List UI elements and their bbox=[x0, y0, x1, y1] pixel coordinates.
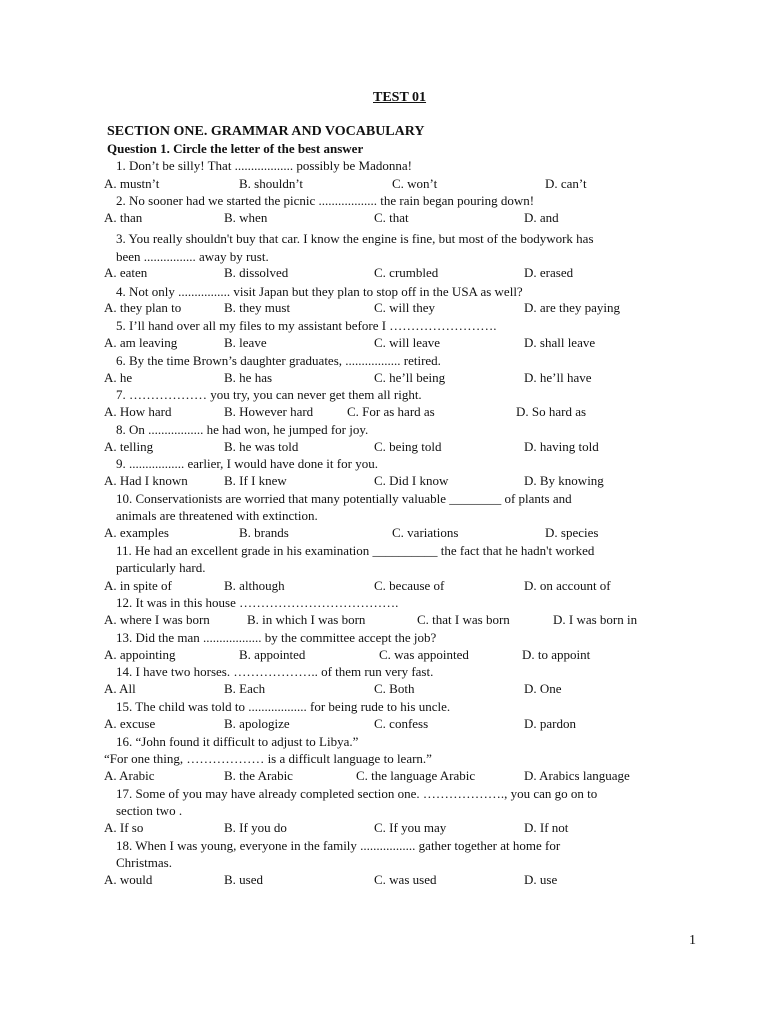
question-6-option-a: A. he bbox=[104, 370, 133, 385]
question-10-stem-line: animals are threatened with extinction. bbox=[116, 508, 318, 523]
question-5-option-a: A. am leaving bbox=[104, 335, 178, 350]
question-12-option-a: A. where I was born bbox=[104, 612, 210, 627]
question-2-option-d: D. and bbox=[524, 210, 559, 225]
question-18-option-b: B. used bbox=[224, 872, 263, 887]
question-9-option-b: B. If I knew bbox=[224, 473, 287, 488]
question-6-option-b: B. he has bbox=[224, 370, 273, 385]
test-title: TEST 01 bbox=[373, 90, 427, 105]
question-15-option-b: B. apologize bbox=[224, 716, 290, 731]
question-6-stem-line: 6. By the time Brown’s daughter graduates, ................. retired. bbox=[116, 353, 441, 368]
question-3-stem-line: 3. You really shouldn't buy that car. I know the engine is fine, but most of the bodywork has bbox=[116, 231, 594, 246]
question-18-option-c: C. was used bbox=[374, 872, 437, 887]
question-2-stem-line: 2. No sooner had we started the picnic .................. the rain began pouring down! bbox=[116, 193, 535, 208]
question-18-stem-line: 18. When I was young, everyone in the family ................. gather together at home for bbox=[116, 838, 561, 853]
question-5-option-c: C. will leave bbox=[374, 335, 441, 350]
question-16-stem-line: “For one thing, ……………… is a difficult language to learn.” bbox=[104, 751, 432, 766]
question-9-stem-line: 9. ................. earlier, I would have done it for you. bbox=[116, 456, 378, 471]
question-10-option-a: A. examples bbox=[104, 525, 169, 540]
question-12-option-d: D. I was born in bbox=[553, 612, 638, 627]
question-1-option-d: D. can’t bbox=[545, 176, 587, 191]
question-17-option-a: A. If so bbox=[104, 820, 144, 835]
question-5-option-d: D. shall leave bbox=[524, 335, 596, 350]
question-17-option-d: D. If not bbox=[524, 820, 569, 835]
question-13-stem-line: 13. Did the man .................. by the committee accept the job? bbox=[116, 630, 437, 645]
question-4-option-c: C. will they bbox=[374, 300, 436, 315]
question-15-stem-line: 15. The child was told to .................. for being rude to his uncle. bbox=[116, 699, 451, 714]
question-18-option-a: A. would bbox=[104, 872, 153, 887]
question-9-option-a: A. Had I known bbox=[104, 473, 188, 488]
question-3-option-a: A. eaten bbox=[104, 265, 148, 280]
page-number: 1 bbox=[689, 933, 696, 948]
question-4-option-d: D. are they paying bbox=[524, 300, 621, 315]
question-1-option-c: C. won’t bbox=[392, 176, 438, 191]
question-11-stem-line: 11. He had an excellent grade in his examination __________ the fact that he hadn't worked bbox=[116, 543, 595, 558]
question-17-stem-line: section two . bbox=[116, 803, 183, 818]
question-7-option-b: B. However hard bbox=[224, 404, 314, 419]
question-2-option-c: C. that bbox=[374, 210, 409, 225]
question-15-option-c: C. confess bbox=[374, 716, 429, 731]
question-14-option-d: D. One bbox=[524, 681, 562, 696]
question-3-stem-line: been ................ away by rust. bbox=[116, 249, 269, 264]
question-7-stem-line: 7. ……………… you try, you can never get them all right. bbox=[116, 387, 422, 402]
question-4-stem-line: 4. Not only ................ visit Japan but they plan to stop off in the USA as well? bbox=[116, 284, 523, 299]
question-5-stem-line: 5. I’ll hand over all my files to my assistant before I ……………………. bbox=[116, 318, 497, 333]
question-heading: Question 1. Circle the letter of the best answer bbox=[107, 141, 364, 156]
question-2-option-a: A. than bbox=[104, 210, 143, 225]
question-11-option-b: B. although bbox=[224, 578, 285, 593]
question-6-option-c: C. he’ll being bbox=[374, 370, 446, 385]
question-5-option-b: B. leave bbox=[224, 335, 267, 350]
question-1-option-b: B. shouldn’t bbox=[239, 176, 304, 191]
question-14-option-b: B. Each bbox=[224, 681, 266, 696]
question-3-option-c: C. crumbled bbox=[374, 265, 439, 280]
question-8-option-b: B. he was told bbox=[224, 439, 299, 454]
question-13-option-d: D. to appoint bbox=[522, 647, 591, 662]
question-8-stem-line: 8. On ................. he had won, he jumped for joy. bbox=[116, 422, 369, 437]
question-10-option-c: C. variations bbox=[392, 525, 459, 540]
section-title: SECTION ONE. GRAMMAR AND VOCABULARY bbox=[107, 124, 425, 139]
question-7-option-a: A. How hard bbox=[104, 404, 172, 419]
question-6-option-d: D. he’ll have bbox=[524, 370, 592, 385]
question-2-option-b: B. when bbox=[224, 210, 268, 225]
question-16-option-c: C. the language Arabic bbox=[356, 768, 476, 783]
question-18-option-d: D. use bbox=[524, 872, 558, 887]
question-8-option-a: A. telling bbox=[104, 439, 154, 454]
question-14-option-a: A. All bbox=[104, 681, 136, 696]
question-4-option-b: B. they must bbox=[224, 300, 291, 315]
question-16-stem-line: 16. “John found it difficult to adjust to Libya.” bbox=[116, 734, 359, 749]
question-11-option-a: A. in spite of bbox=[104, 578, 172, 593]
question-17-stem-line: 17. Some of you may have already completed section one. ………………., you can go on to bbox=[116, 786, 598, 801]
question-10-stem-line: 10. Conservationists are worried that many potentially valuable ________ of plants and bbox=[116, 491, 572, 506]
question-16-option-a: A. Arabic bbox=[104, 768, 155, 783]
question-15-option-a: A. excuse bbox=[104, 716, 156, 731]
question-9-option-d: D. By knowing bbox=[524, 473, 604, 488]
question-10-option-b: B. brands bbox=[239, 525, 289, 540]
question-3-option-b: B. dissolved bbox=[224, 265, 289, 280]
question-11-stem-line: particularly hard. bbox=[116, 560, 206, 575]
question-16-option-b: B. the Arabic bbox=[224, 768, 293, 783]
question-13-option-c: C. was appointed bbox=[379, 647, 469, 662]
question-8-option-d: D. having told bbox=[524, 439, 599, 454]
question-12-stem-line: 12. It was in this house ………………………………. bbox=[116, 595, 399, 610]
question-18-stem-line: Christmas. bbox=[116, 855, 172, 870]
question-4-option-a: A. they plan to bbox=[104, 300, 182, 315]
question-9-option-c: C. Did I know bbox=[374, 473, 449, 488]
question-10-option-d: D. species bbox=[545, 525, 599, 540]
question-12-option-c: C. that I was born bbox=[417, 612, 510, 627]
question-7-option-c: C. For as hard as bbox=[347, 404, 435, 419]
question-17-option-c: C. If you may bbox=[374, 820, 447, 835]
question-14-stem-line: 14. I have two horses. ……………….. of them run very fast. bbox=[116, 664, 434, 679]
question-3-option-d: D. erased bbox=[524, 265, 574, 280]
question-17-option-b: B. If you do bbox=[224, 820, 287, 835]
question-16-option-d: D. Arabics language bbox=[524, 768, 630, 783]
question-15-option-d: D. pardon bbox=[524, 716, 576, 731]
question-1-option-a: A. mustn’t bbox=[104, 176, 160, 191]
question-13-option-b: B. appointed bbox=[239, 647, 306, 662]
question-11-option-d: D. on account of bbox=[524, 578, 611, 593]
question-14-option-c: C. Both bbox=[374, 681, 415, 696]
question-7-option-d: D. So hard as bbox=[516, 404, 587, 419]
question-13-option-a: A. appointing bbox=[104, 647, 176, 662]
question-8-option-c: C. being told bbox=[374, 439, 442, 454]
question-1-stem-line: 1. Don’t be silly! That .................. possibly be Madonna! bbox=[116, 158, 412, 173]
question-11-option-c: C. because of bbox=[374, 578, 445, 593]
question-12-option-b: B. in which I was born bbox=[247, 612, 366, 627]
